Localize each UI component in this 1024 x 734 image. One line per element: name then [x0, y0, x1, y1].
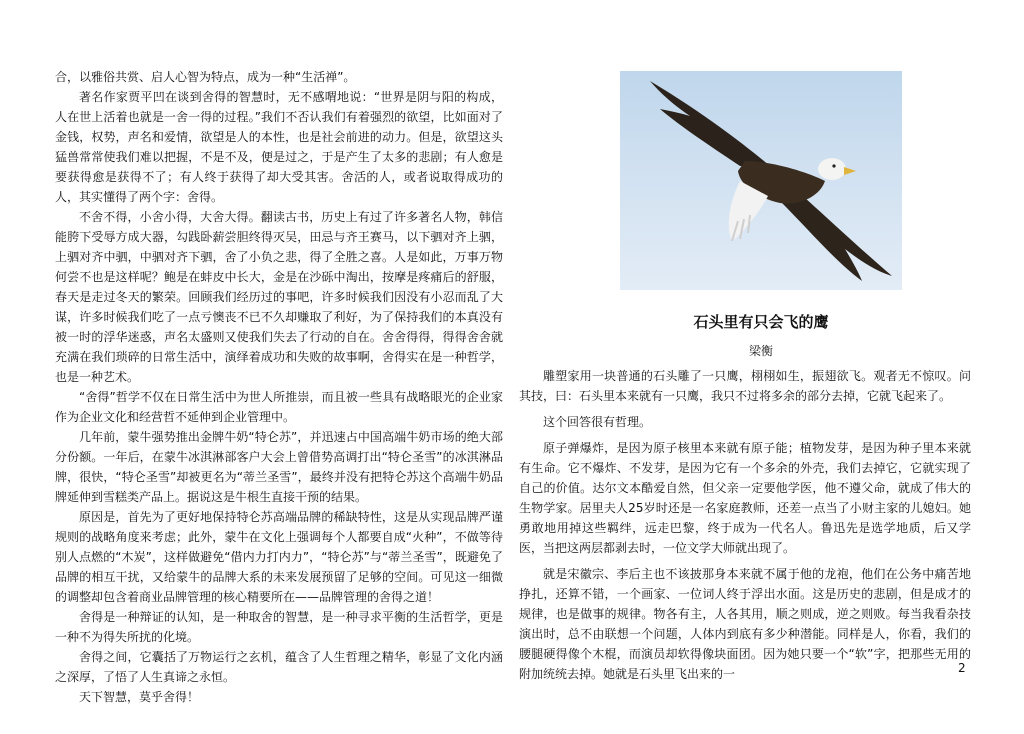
- left-column: [55, 0, 503, 707]
- eagle-photo: [620, 71, 902, 290]
- paragraph: 著名作家贾平凹在谈到舍得的智慧时，无不感喟地说：“世界是阴与阳的构成，人在世上活着也就是一舍一得的过程。”我们不否认我们有着强烈的欲望，比如面对了金钱，权势，声名和爱情，欲望是人的本性，也是社会前进的动力。但是，欲望这头猛兽常常使我们难以把握，不是不及，便是过之，于是产生了太多的悲剧；有人愈是要获得愈是获得不了；有人终于获得了却大受其害。舍活的人，或者说取得成功的人，其实懂得了两个字：舍得。: [55, 90, 503, 204]
- paragraph: 舍得是一种辩证的认知，是一种取舍的智慧，是一种寻求平衡的生活哲学，更是一种不为得失所扰的化境。: [55, 610, 503, 644]
- article-author: 梁衡: [748, 344, 773, 358]
- paragraph: 雕塑家用一块普通的石头雕了一只鹰，栩栩如生，振翅欲飞。观者无不惊叹。问其技，曰：石头里本来就有一只鹰，我只不过将多余的部分去掉，它就飞起来了。: [519, 369, 971, 403]
- article-title: 石头里有只会飞的鹰: [693, 313, 829, 331]
- paragraph: 几年前，蒙牛强势推出金牌牛奶“特仑苏”，并迅速占中国高端牛奶市场的绝大部分份额。一年后，在蒙牛冰淇淋部客户大会上曾借势高调打出“特仑圣雪”的冰淇淋品牌，很快，“特仑圣雪”却被更名为“蒂兰圣雪”，最终并没有把特仑苏这个高端牛奶品牌延伸到雪糕类产品上。据说这是牛根生直接干预的结果。: [55, 430, 503, 504]
- paragraph: 合，以雅俗共赏、启人心智为特点，成为一种“生活禅”。: [55, 70, 356, 84]
- eagle-icon: [620, 71, 902, 290]
- paragraph: 舍得之间，它囊括了万物运行之玄机，蕴含了人生哲理之精华，彰显了文化内涵之深厚，了悟了人生真谛之永恒。: [55, 650, 503, 684]
- paragraph: 这个回答很有哲理。: [543, 415, 652, 429]
- paragraph: 不舍不得，小舍小得，大舍大得。翻读古书，历史上有过了许多著名人物，韩信能胯下受辱方成大器，勾践卧薪尝胆终得灭吴，田忌与齐王赛马，以下驷对齐上驷，上驷对齐中驷，中驷对齐下驷，舍了小负之悲，得了全胜之喜。人是如此，万事万物何尝不也是这样呢？鲍是在蚌皮中长大，金是在沙砾中淘出，按摩是疼痛后的舒服，春天是走过冬天的繁荣。回顾我们经历过的事吧，许多时候我们因没有小忍而乱了大谋，许多时候我们吃了一点亏懊丧不已不久却赚取了利好，为了保持我们的本真没有被一时的浮华迷惑，声名太盛则又使我们失去了行动的自在。舍舍得得，得得舍舍就充满在我们琐碎的日常生活中，演绎着成功和失败的故事啊，舍得实在是一种哲学，也是一种艺术。: [55, 210, 503, 384]
- paragraph: 就是宋徽宗、李后主也不该披那身本来就不属于他的龙袍，他们在公务中痛苦地挣扎，还算不错，一个画家、一位词人终于浮出水面。这是历史的悲剧，但是成才的规律，也是做事的规律。物各有主，人各其用，顺之则成，逆之则败。每当我看杂技演出时，总不由联想一个问题，人体内到底有多少种潜能。同样是人，你看，我们的腰腿硬得像个木棍，而演员却软得像块面团。因为她只要一个“软”字，把那些无用的附加统统去掉。她就是石头里飞出来的一: [519, 567, 971, 681]
- right-column: [519, 366, 971, 690]
- paragraph: “舍得”哲学不仅在日常生活中为世人所推崇，而且被一些具有战略眼光的企业家作为企业文化和经营哲不延伸到企业管理中。: [55, 390, 503, 424]
- page-number: 2: [958, 661, 966, 675]
- paragraph: 原因是，首先为了更好地保持特仑苏高端品牌的稀缺特性，这是从实现品牌严谨规则的战略角度来考虑；此外，蒙牛在文化上强调每个人都要自成“火种”，不做等待别人点燃的“木炭”，这样做避免“借内力打内力”，“特仑苏”与“蒂兰圣雪”，既避免了品牌的相互干扰，又给蒙牛的品牌大系的未来发展预留了足够的空间。可见这一细微的调整却包含着商业品牌管理的核心精要所在——品牌管理的舍得之道！: [55, 510, 503, 604]
- paragraph: 原子弹爆炸，是因为原子核里本来就有原子能；植物发芽，是因为种子里本来就有生命。它不爆炸、不发芽，是因为它有一个多余的外壳，我们去掉它，它就实现了自己的价值。达尔文本酷爱自然，但父亲一定要他学医，他不遵父命，就成了伟大的生物学家。居里夫人25岁时还是一名家庭教师，还差一点当了小财主家的儿媳妇。她勇敢地用掉这些羁绊，远走巴黎，终于成为一代名人。鲁迅先是选学地质，后又学医，当把这两层都剥去时，一位文学大师就出现了。: [519, 441, 971, 555]
- paragraph: 天下智慧，莫乎舍得！: [79, 690, 200, 704]
